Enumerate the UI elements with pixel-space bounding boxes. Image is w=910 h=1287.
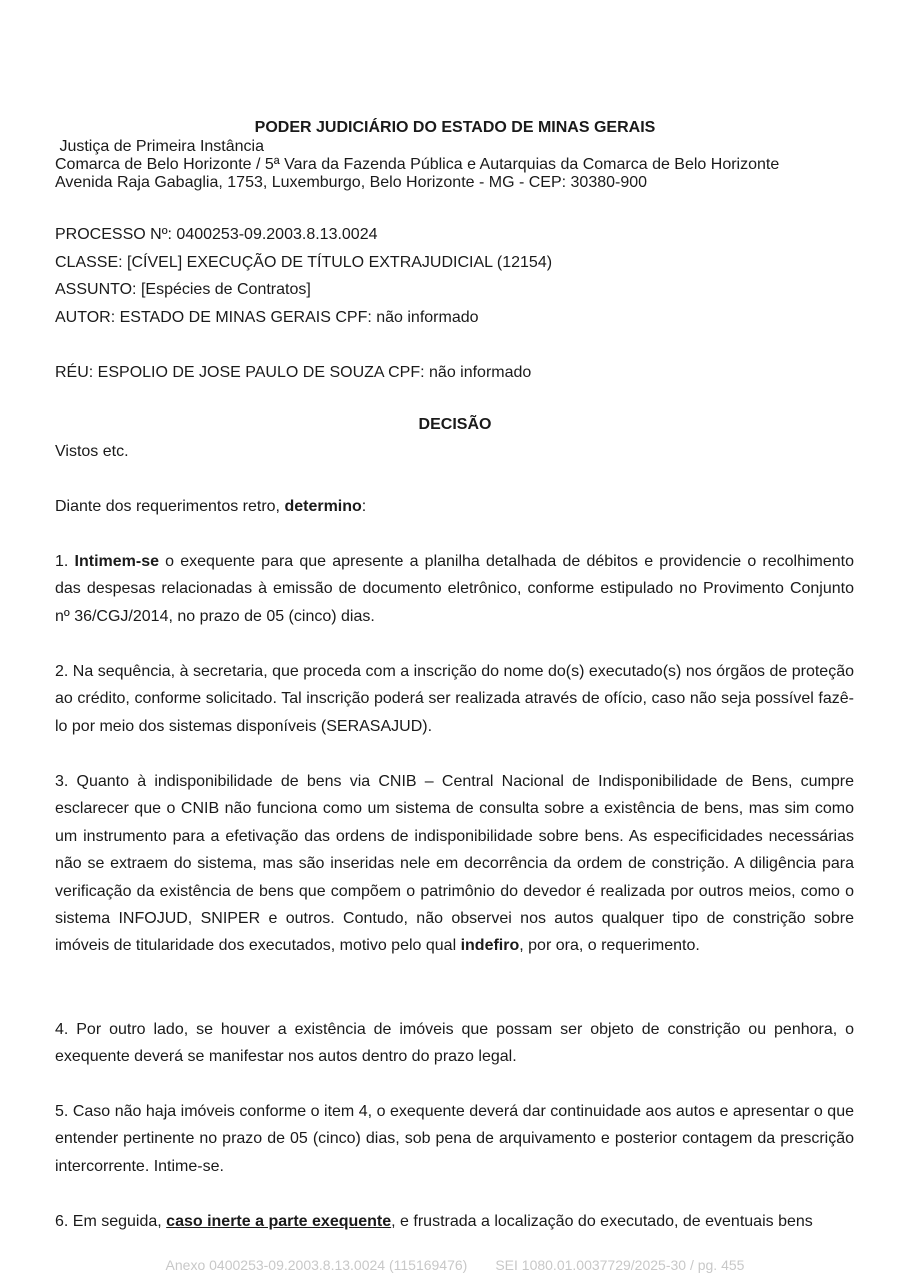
item-3-bold: indefiro [460, 937, 520, 955]
item-6-end: , e frustrada a localização do executado, de eventuais bens [391, 1213, 813, 1230]
decision-heading: DECISÃO [418, 416, 492, 433]
item-1-number: 1. [55, 553, 75, 570]
footer-annex: Anexo 0400253-09.2003.8.13.0024 (115169476) [165, 1257, 468, 1273]
address-line: Avenida Raja Gabaglia, 1753, Luxemburgo, Belo Horizonte - MG - CEP: 30380-900 [55, 174, 648, 191]
item-3-text: 3. Quanto à indisponibilidade de bens via CNIB – Central Nacional de Indisponibilidade de Bens, cumpre esclarecer que o CNIB não funciona como um sistema de consulta sobre a existência de bens, mas sim como um instrumento para a efetivação das ordens de indisponibilidade sobre bens. As especificidades necessárias não se extraem do sistema, mas são inseridas nele em decorrência da ordem de constrição. A diligência para verificação da existência de bens que compõem o patrimônio do devedor é realizada por outros meios, como o sistema INFOJUD, SNIPER e outros. Contudo, não observei nos autos qualquer tipo de constrição sobre imóveis de titularidade dos executados, motivo pelo qual [55, 773, 854, 955]
item-6-underlined: caso inerte a parte exequente [166, 1213, 392, 1230]
case-class: CLASSE: [CÍVEL] EXECUÇÃO DE TÍTULO EXTRAJUDICIAL (12154) [55, 254, 553, 271]
plaintiff: AUTOR: ESTADO DE MINAS GERAIS CPF: não informado [55, 309, 479, 326]
item-6-paragraph [55, 1208, 854, 1235]
process-number: PROCESSO Nº: 0400253-09.2003.8.13.0024 [55, 226, 378, 243]
defendant: RÉU: ESPOLIO DE JOSE PAULO DE SOUZA CPF: não informado [55, 364, 532, 381]
intro-bold: determino [284, 498, 362, 515]
item-1-text: o exequente para que apresente a planilha detalhada de débitos e providencie o recolhimento das despesas relacionadas à emissão de documento eletrônico, conforme estipulado no Provimento Conjunto nº 36/CGJ/2014, no prazo de 05 (cinco) dias. [55, 553, 854, 625]
court-line: Comarca de Belo Horizonte / 5ª Vara da Fazenda Pública e Autarquias da Comarca de Belo Horizonte [55, 156, 780, 173]
case-subject: ASSUNTO: [Espécies de Contratos] [55, 281, 311, 298]
item-4-paragraph: 4. Por outro lado, se houver a existência de imóveis que possam ser objeto de constrição ou penhora, o exequente deverá se manifestar nos autos dentro do prazo legal. [55, 1021, 854, 1066]
instance-line: Justiça de Primeira Instância [55, 138, 264, 155]
intro-colon: : [361, 498, 367, 515]
item-5-paragraph: 5. Caso não haja imóveis conforme o item 4, o exequente deverá dar continuidade aos autos e apresentar o que entender pertinente no prazo de 05 (cinco) dias, sob pena de arquivamento e posterior contagem da prescrição intercorrente. Intime-se. [55, 1103, 854, 1175]
item-2-paragraph: 2. Na sequência, à secretaria, que proceda com a inscrição do nome do(s) executado(s) nos órgãos de proteção ao crédito, conforme solicitado. Tal inscrição poderá ser realizada através de ofício, caso não seja possível fazê-lo por meio dos sistemas disponíveis (SERASAJUD). [55, 663, 854, 735]
intro-text: Diante dos requerimentos retro, [55, 498, 285, 515]
item-3-end: , por ora, o requerimento. [519, 937, 700, 955]
item-1-paragraph [55, 548, 854, 630]
footer-sei: SEI 1080.01.0037729/2025-30 / pg. 455 [495, 1257, 745, 1273]
vistos-line: Vistos etc. [55, 443, 129, 460]
court-title: PODER JUDICIÁRIO DO ESTADO DE MINAS GERAIS [254, 119, 656, 136]
intro-paragraph [55, 493, 854, 520]
item-3-paragraph [55, 768, 854, 960]
page-footer [0, 1257, 910, 1273]
item-1-bold: Intimem-se [74, 553, 159, 570]
item-6-text: 6. Em seguida, [55, 1213, 167, 1230]
